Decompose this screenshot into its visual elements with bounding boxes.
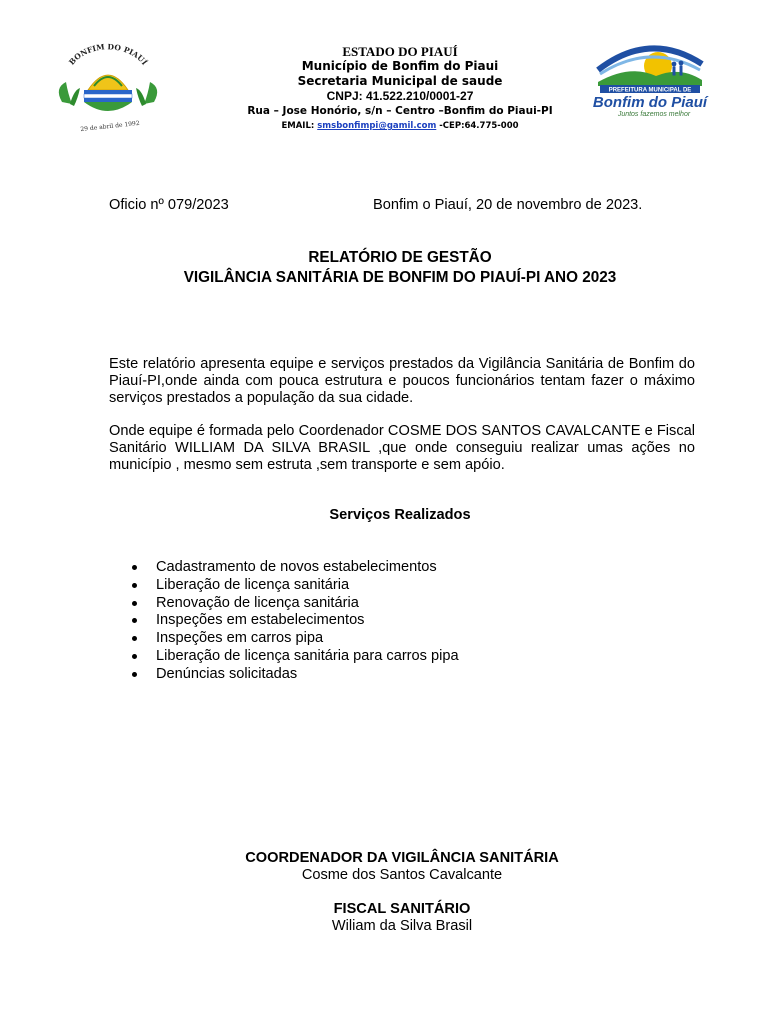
coordinator-role: COORDENADOR DA VIGILÂNCIA SANITÁRIA <box>245 850 559 866</box>
cnpj: CNPJ: 41.522.210/0001-27 <box>326 89 474 103</box>
bullet-icon <box>132 583 137 588</box>
municipality-name: Município de Bonfim do Piaui <box>301 59 499 73</box>
coordinator-name: Cosme dos Santos Cavalcante <box>301 867 503 883</box>
document-title <box>100 248 700 288</box>
list-item: Cadastramento de novos estabelecimentos <box>130 559 459 577</box>
paragraph-intro: Este relatório apresenta equipe e serviços prestados da Vigilância Sanitária de Bonfim do Piauí-PI,onde ainda com pouca estrutura e poucos funcionários tentam fazer o máximo serviços prestados a população da sua cidade. <box>109 356 695 406</box>
fiscal-name: Wiliam da Silva Brasil <box>331 918 473 934</box>
list-item: Inspeções em carros pipa <box>130 630 459 648</box>
list-item: Liberação de licença sanitária para carros pipa <box>130 648 459 666</box>
svg-text:Bonfim do Piauí: Bonfim do Piauí <box>592 94 708 111</box>
svg-text:PREFEITURA MUNICIPAL DE: PREFEITURA MUNICIPAL DE <box>608 87 692 94</box>
svg-text:29 de abril de 1992: 29 de abril de 1992 <box>80 119 140 132</box>
email-label: EMAIL: <box>281 121 318 131</box>
address: Rua – Jose Honório, s/n – Centro –Bonfim do Piaui-PI <box>247 105 553 117</box>
svg-text:Juntos fazemos melhor: Juntos fazemos melhor <box>617 111 691 118</box>
services-list <box>130 559 459 684</box>
svg-text:BONFIM DO PIAUÍ: BONFIM DO PIAUÍ <box>67 42 150 67</box>
services-heading: Serviços Realizados <box>329 507 471 523</box>
oficio-number: Oficio nº 079/2023 <box>109 197 229 213</box>
place-and-date: Bonfim o Piauí, 20 de novembro de 2023. <box>373 197 643 213</box>
bullet-icon <box>132 601 137 606</box>
bullet-icon <box>132 636 137 641</box>
bullet-icon <box>132 565 137 570</box>
municipal-seal-logo <box>48 42 168 132</box>
title-line-2: VIGILÂNCIA SANITÁRIA DE BONFIM DO PIAUÍ-PI ANO 2023 <box>183 269 617 286</box>
list-item: Denúncias solicitadas <box>130 666 459 684</box>
fiscal-role: FISCAL SANITÁRIO <box>333 901 471 917</box>
title-line-1: RELATÓRIO DE GESTÃO <box>308 249 492 266</box>
contact-line <box>190 119 610 134</box>
state-name: ESTADO DO PIAUÍ <box>342 44 458 59</box>
list-item: Renovação de licença sanitária <box>130 595 459 613</box>
email-link[interactable]: smsbonfimpi@gamil.com <box>317 121 437 131</box>
secretariat-name: Secretaria Municipal de saude <box>297 74 503 88</box>
cep: -CEP:64.775-000 <box>436 121 519 131</box>
bullet-icon <box>132 618 137 623</box>
bullet-icon <box>132 672 137 677</box>
list-item: Liberação de licença sanitária <box>130 577 459 595</box>
signature-block <box>100 850 704 935</box>
list-item: Inspeções em estabelecimentos <box>130 612 459 630</box>
bullet-icon <box>132 654 137 659</box>
paragraph-team: Onde equipe é formada pelo Coordenador COSME DOS SANTOS CAVALCANTE e Fiscal Sanitário WILLIAM DA SILVA BRASIL ,que onde conseguiu realizar umas ações no município , mesmo sem estruta ,sem transporte e sem apóio. <box>109 423 695 473</box>
prefeitura-logo <box>590 36 710 126</box>
letterhead <box>190 44 610 134</box>
